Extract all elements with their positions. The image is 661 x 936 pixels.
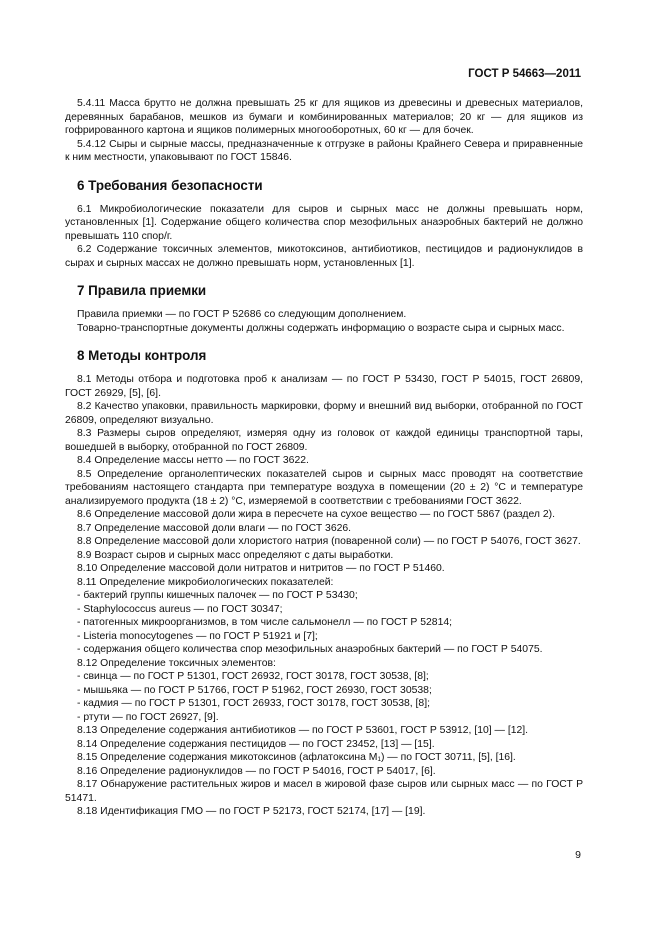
paragraph-8-17: 8.17 Обнаружение растительных жиров и масел в жировой фазе сыров или сырных масс — по ГОСТ Р 51471. xyxy=(65,779,583,804)
paragraph-5-4-12: 5.4.12 Сыры и сырные массы, предназначенные к отгрузке в районы Крайнего Севера и приравненные к ним местности, упаковывают по ГОСТ 15846. xyxy=(65,138,583,163)
paragraph-8-5: 8.5 Определение органолептических показателей сыров и сырных масс проводят на соответствие требованиям настоящего стандарта при температуре воздуха в помещении (20 ± 2) °С и температуре анализируемого продукта (18 ± 2) °С, измеряемой в соответствии с требованиями ГОСТ 3622. xyxy=(65,468,583,507)
paragraph-8-7: 8.7 Определение массовой доли влаги — по ГОСТ 3626. xyxy=(77,522,352,534)
list-item-8-12-1: - свинца — по ГОСТ Р 51301, ГОСТ 26932, ГОСТ 30178, ГОСТ 30538, [8]; xyxy=(77,671,429,682)
paragraph-7-2: Товарно-транспортные документы должны содержать информацию о возрасте сыра и сырных масс. xyxy=(77,322,565,334)
paragraph-8-4: 8.4 Определение массы нетто — по ГОСТ 3622. xyxy=(77,455,309,466)
paragraph-8-13: 8.13 Определение содержания антибиотиков — по ГОСТ Р 53601, ГОСТ Р 53912, [10] — [12]. xyxy=(77,725,529,736)
list-item-8-11-1: - бактерий группы кишечных палочек — по ГОСТ Р 53430; xyxy=(77,590,358,601)
paragraph-8-6: 8.6 Определение массовой доли жира в пересчете на сухое вещество — по ГОСТ 5867 (раздел 2). xyxy=(77,509,555,520)
paragraph-8-10: 8.10 Определение массовой доли нитратов и нитритов — по ГОСТ Р 51460. xyxy=(77,563,445,574)
list-item-8-11-3: - патогенных микроорганизмов, в том числе сальмонелл — по ГОСТ Р 52814; xyxy=(77,617,453,628)
section-8-heading: 8 Методы контроля xyxy=(77,348,207,363)
paragraph-8-14: 8.14 Определение содержания пестицидов — по ГОСТ 23452, [13] — [15]. xyxy=(77,738,435,750)
list-item-8-12-2: - мышьяка — по ГОСТ Р 51766, ГОСТ Р 51962, ГОСТ 26930, ГОСТ 30538; xyxy=(77,684,432,696)
paragraph-8-3: 8.3 Размеры сыров определяют, измеряя одну из головок от каждой единицы транспортной тары, вошедшей в выборку, отобранной по ГОСТ 26809. xyxy=(65,428,583,453)
paragraph-5-4-11: 5.4.11 Масса брутто не должна превышать 25 кг для ящиков из древесины и древесных материалов, деревянных барабанов, мешков из бумаги и комбинированных материалов; 20 кг — для ящиков из гофрированного картона и ящиков полимерных многооборотных, 60 кг — для бочек. xyxy=(65,98,583,136)
list-item-8-12-4: - ртути — по ГОСТ 26927, [9]. xyxy=(77,711,219,723)
list-item-8-11-2: - Staphylococcus aureus — по ГОСТ 30347; xyxy=(77,603,283,615)
list-item-8-11-5: - содержания общего количества спор мезофильных анаэробных бактерий — по ГОСТ Р 54075. xyxy=(77,644,543,655)
page-number: 9 xyxy=(575,849,581,861)
paragraph-8-15: 8.15 Определение содержания микотоксинов (афлатоксина M₁) — по ГОСТ 30711, [5], [16]. xyxy=(77,752,516,763)
list-item-8-12-3: - кадмия — по ГОСТ Р 51301, ГОСТ 26933, ГОСТ 30178, ГОСТ 30538, [8]; xyxy=(77,698,430,709)
paragraph-7-1: Правила приемки — по ГОСТ Р 52686 со следующим дополнением. xyxy=(77,309,407,320)
paragraph-8-8: 8.8 Определение массовой доли хлористого натрия (поваренной соли) — по ГОСТ Р 54076, ГОСТ 3627. xyxy=(77,536,581,547)
paragraph-8-1: 8.1 Методы отбора и подготовка проб к анализам — по ГОСТ Р 53430, ГОСТ Р 54015, ГОСТ 26809, ГОСТ 26929, [5], [6]. xyxy=(65,374,583,399)
paragraph-8-16: 8.16 Определение радионуклидов — по ГОСТ Р 54016, ГОСТ Р 54017, [6]. xyxy=(77,765,436,777)
paragraph-8-18: 8.18 Идентификация ГМО — по ГОСТ Р 52173, ГОСТ 52174, [17] — [19]. xyxy=(77,806,426,817)
paragraph-8-11: 8.11 Определение микробиологических показателей: xyxy=(77,576,334,588)
paragraph-6-2: 6.2 Содержание токсичных элементов, микотоксинов, антибиотиков, пестицидов и радионуклидов в сырах и сырных массах не должно превышать норм, установленных [1]. xyxy=(65,244,583,269)
list-item-8-11-4: - Listeria monocytogenes — по ГОСТ Р 51921 и [7]; xyxy=(77,630,318,642)
paragraph-8-9: 8.9 Возраст сыров и сырных масс определяют с даты выработки. xyxy=(77,549,394,561)
page-content xyxy=(65,97,583,819)
section-7-heading: 7 Правила приемки xyxy=(77,283,207,298)
paragraph-8-12: 8.12 Определение токсичных элементов: xyxy=(77,657,276,669)
document-id-header: ГОСТ Р 54663—2011 xyxy=(468,68,581,80)
section-6-heading: 6 Требования безопасности xyxy=(77,177,263,193)
paragraph-6-1: 6.1 Микробиологические показатели для сыров и сырных масс не должны превышать норм, установленных [1]. Содержание общего количества спор мезофильных анаэробных бактерий не должно превышать 110 спор/г. xyxy=(65,203,583,242)
paragraph-8-2: 8.2 Качество упаковки, правильность маркировки, форму и внешний вид выборки, отобранной по ГОСТ 26809, определяют визуально. xyxy=(65,401,583,426)
